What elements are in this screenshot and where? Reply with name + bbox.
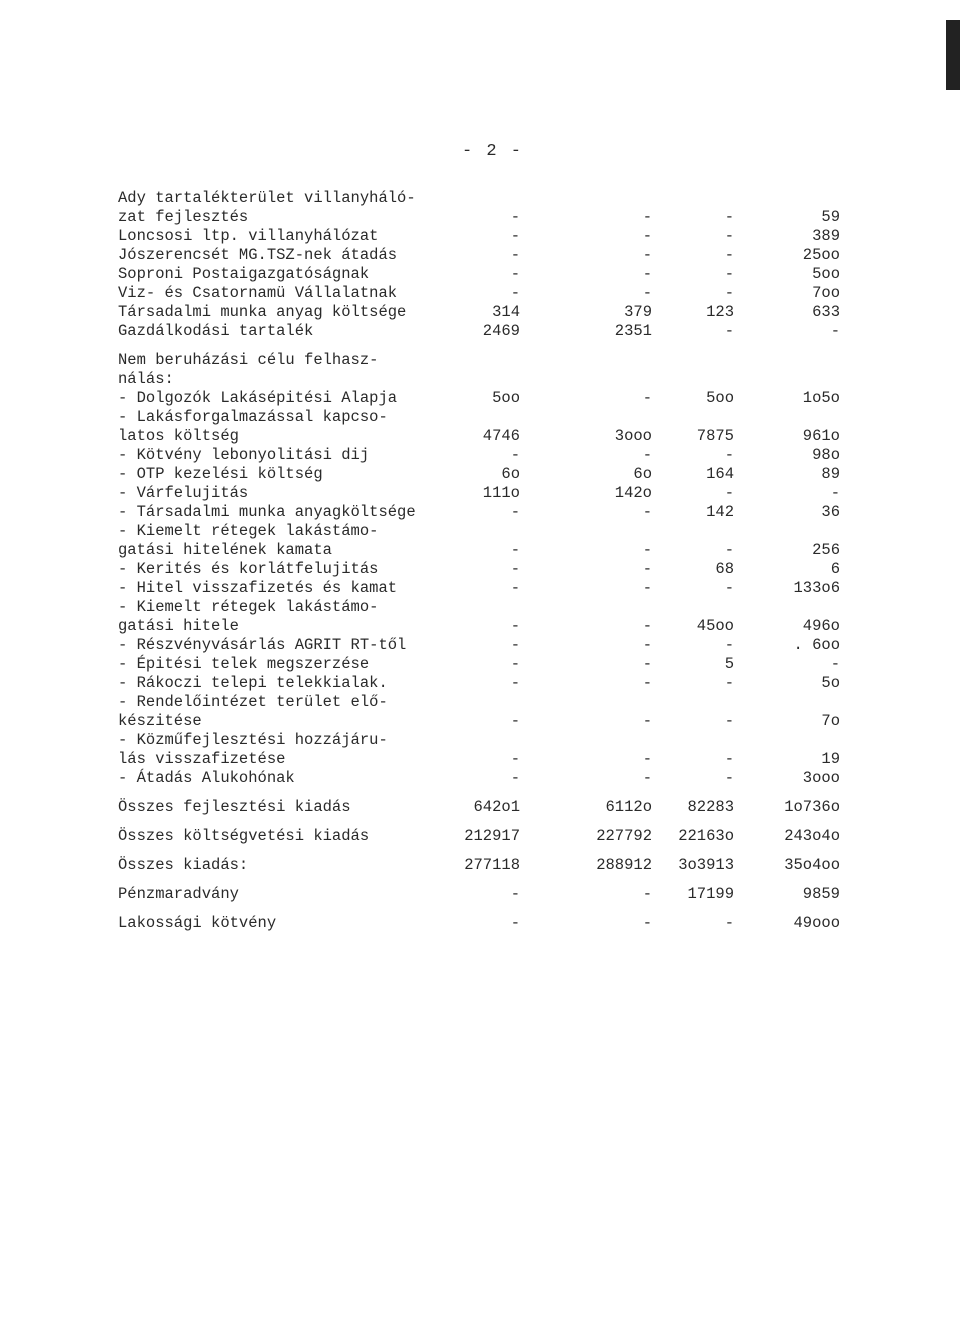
row-label: - Kerités és korlátfelujitás xyxy=(118,560,379,578)
value-col-3: 7875 xyxy=(696,427,734,445)
value-col-4: - xyxy=(830,484,840,502)
value-col-2: 379 xyxy=(624,303,652,321)
table-row xyxy=(0,654,960,674)
table-row xyxy=(0,826,960,846)
value-col-3: - xyxy=(724,322,734,340)
value-col-3: - xyxy=(724,750,734,768)
row-label: nálás: xyxy=(118,370,174,388)
value-col-4: 35o4oo xyxy=(784,856,840,874)
value-col-1: - xyxy=(510,750,520,768)
table-row xyxy=(0,559,960,579)
value-col-2: - xyxy=(642,885,652,903)
row-label: Loncsosi ltp. villanyhálózat xyxy=(118,227,379,245)
value-col-4: 5o xyxy=(821,674,840,692)
value-col-1: - xyxy=(510,227,520,245)
value-col-1: - xyxy=(510,885,520,903)
table-row xyxy=(0,797,960,817)
value-col-3: 5 xyxy=(724,655,734,673)
table-row xyxy=(0,692,960,712)
value-col-3: 45oo xyxy=(696,617,734,635)
value-col-3: - xyxy=(724,246,734,264)
table-row xyxy=(0,483,960,503)
value-col-3: 3o3913 xyxy=(678,856,734,874)
row-label: készitése xyxy=(118,712,202,730)
value-col-1: 6o xyxy=(501,465,520,483)
table-row xyxy=(0,521,960,541)
row-label: Soproni Postaigazgatóságnak xyxy=(118,265,370,283)
value-col-2: - xyxy=(642,712,652,730)
table-row xyxy=(0,283,960,303)
value-col-2: - xyxy=(642,769,652,787)
value-col-2: - xyxy=(642,389,652,407)
value-col-4: 3ooo xyxy=(802,769,840,787)
value-col-4: 19 xyxy=(821,750,840,768)
value-col-1: 111o xyxy=(482,484,520,502)
value-col-2: - xyxy=(642,541,652,559)
value-col-3: - xyxy=(724,674,734,692)
row-label: Lakossági kötvény xyxy=(118,914,277,932)
table-row xyxy=(0,730,960,750)
value-col-2: 142o xyxy=(614,484,652,502)
value-col-4: 5oo xyxy=(812,265,840,283)
value-col-1: 4746 xyxy=(482,427,520,445)
value-col-4: - xyxy=(830,322,840,340)
value-col-1: 5oo xyxy=(492,389,520,407)
row-label: - Épitési telek megszerzése xyxy=(118,655,370,673)
value-col-3: - xyxy=(724,712,734,730)
row-label: Jószerencsét MG.TSZ-nek átadás xyxy=(118,246,398,264)
row-label: - Kötvény lebonyolitási dij xyxy=(118,446,370,464)
row-label: Gazdálkodási tartalék xyxy=(118,322,314,340)
table-row xyxy=(0,597,960,617)
value-col-4: 7oo xyxy=(812,284,840,302)
value-col-3: 68 xyxy=(715,560,734,578)
value-col-2: - xyxy=(642,914,652,932)
row-label: zat fejlesztés xyxy=(118,208,249,226)
table-row xyxy=(0,445,960,465)
value-col-4: - xyxy=(830,655,840,673)
value-col-1: - xyxy=(510,769,520,787)
table-row xyxy=(0,302,960,322)
row-label: gatási hitele xyxy=(118,617,239,635)
value-col-2: 227792 xyxy=(596,827,652,845)
value-col-2: - xyxy=(642,208,652,226)
row-label: Nem beruházási célu felhasz- xyxy=(118,351,379,369)
value-col-1: - xyxy=(510,541,520,559)
row-label: Viz- és Csatornamü Vállalatnak xyxy=(118,284,398,302)
value-col-1: - xyxy=(510,712,520,730)
value-col-1: - xyxy=(510,208,520,226)
value-col-4: 1o736o xyxy=(784,798,840,816)
table-row xyxy=(0,207,960,227)
row-label: - Rendelőintézet terület elő- xyxy=(118,693,388,711)
value-col-3: 17199 xyxy=(687,885,734,903)
value-col-2: 6112o xyxy=(605,798,652,816)
value-col-3: 142 xyxy=(706,503,734,521)
value-col-2: - xyxy=(642,674,652,692)
row-label: Társadalmi munka anyag költsége xyxy=(118,303,407,321)
value-col-4: 133o6 xyxy=(793,579,840,597)
table-row xyxy=(0,578,960,598)
value-col-1: - xyxy=(510,560,520,578)
row-label: - Részvényvásárlás AGRIT RT-től xyxy=(118,636,407,654)
row-label: - Lakásforgalmazással kapcso- xyxy=(118,408,388,426)
value-col-1: - xyxy=(510,617,520,635)
row-label: - Hitel visszafizetés és kamat xyxy=(118,579,398,597)
value-col-3: - xyxy=(724,636,734,654)
table-row xyxy=(0,388,960,408)
table-row xyxy=(0,245,960,265)
table-row xyxy=(0,188,960,208)
value-col-3: - xyxy=(724,265,734,283)
value-col-2: - xyxy=(642,636,652,654)
table-row xyxy=(0,264,960,284)
row-label: latos költség xyxy=(118,427,239,445)
table-row xyxy=(0,884,960,904)
value-col-3: - xyxy=(724,484,734,502)
value-col-3: 5oo xyxy=(706,389,734,407)
row-label: Összes kiadás: xyxy=(118,856,249,874)
value-col-1: - xyxy=(510,636,520,654)
value-col-4: 496o xyxy=(802,617,840,635)
value-col-3: - xyxy=(724,446,734,464)
value-col-3: - xyxy=(724,208,734,226)
row-label: - Társadalmi munka anyagköltsége xyxy=(118,503,416,521)
table-row xyxy=(0,369,960,389)
value-col-2: - xyxy=(642,579,652,597)
value-col-2: - xyxy=(642,265,652,283)
value-col-4: 36 xyxy=(821,503,840,521)
row-label: Összes fejlesztési kiadás xyxy=(118,798,351,816)
value-col-4: 98o xyxy=(812,446,840,464)
value-col-1: - xyxy=(510,446,520,464)
value-col-1: - xyxy=(510,265,520,283)
row-label: Ady tartalékterület villanyháló- xyxy=(118,189,416,207)
table-row xyxy=(0,502,960,522)
value-col-1: 2469 xyxy=(482,322,520,340)
value-col-3: 123 xyxy=(706,303,734,321)
value-col-1: - xyxy=(510,655,520,673)
value-col-2: - xyxy=(642,617,652,635)
value-col-2: - xyxy=(642,446,652,464)
table-row xyxy=(0,350,960,370)
value-col-3: - xyxy=(724,579,734,597)
value-col-4: 961o xyxy=(802,427,840,445)
value-col-3: 22163o xyxy=(678,827,734,845)
value-col-1: - xyxy=(510,246,520,264)
row-label: - Kiemelt rétegek lakástámo- xyxy=(118,598,379,616)
row-label: - Kiemelt rétegek lakástámo- xyxy=(118,522,379,540)
table-row xyxy=(0,711,960,731)
table-row xyxy=(0,540,960,560)
value-col-4: 9859 xyxy=(802,885,840,903)
table-row xyxy=(0,464,960,484)
value-col-1: - xyxy=(510,914,520,932)
value-col-2: - xyxy=(642,655,652,673)
scan-edge-mark xyxy=(946,20,960,90)
value-col-4: 59 xyxy=(821,208,840,226)
value-col-2: 2351 xyxy=(614,322,652,340)
table-row xyxy=(0,407,960,427)
value-col-1: - xyxy=(510,579,520,597)
table-row xyxy=(0,635,960,655)
value-col-4: 25oo xyxy=(802,246,840,264)
row-label: lás visszafizetése xyxy=(118,750,286,768)
table-row xyxy=(0,855,960,875)
value-col-1: 642o1 xyxy=(473,798,520,816)
value-col-2: - xyxy=(642,246,652,264)
table-row xyxy=(0,749,960,769)
value-col-2: - xyxy=(642,227,652,245)
value-col-4: 389 xyxy=(812,227,840,245)
row-label: Pénzmaradvány xyxy=(118,885,239,903)
table-row xyxy=(0,913,960,933)
table-row xyxy=(0,321,960,341)
row-label: - Közműfejlesztési hozzájáru- xyxy=(118,731,388,749)
table-row xyxy=(0,768,960,788)
value-col-4: 633 xyxy=(812,303,840,321)
value-col-1: 212917 xyxy=(464,827,520,845)
value-col-3: 82283 xyxy=(687,798,734,816)
value-col-1: 314 xyxy=(492,303,520,321)
value-col-4: 1o5o xyxy=(802,389,840,407)
row-label: - OTP kezelési költség xyxy=(118,465,323,483)
value-col-2: - xyxy=(642,750,652,768)
value-col-2: 3ooo xyxy=(614,427,652,445)
value-col-3: - xyxy=(724,227,734,245)
value-col-4: 243o4o xyxy=(784,827,840,845)
row-label: - Rákoczi telepi telekkialak. xyxy=(118,674,388,692)
table-row xyxy=(0,226,960,246)
table-row xyxy=(0,616,960,636)
value-col-3: - xyxy=(724,769,734,787)
row-label: - Átadás Alukohónak xyxy=(118,769,295,787)
table-row xyxy=(0,426,960,446)
value-col-2: 288912 xyxy=(596,856,652,874)
value-col-2: 6o xyxy=(633,465,652,483)
value-col-3: - xyxy=(724,284,734,302)
value-col-4: 6 xyxy=(830,560,840,578)
row-label: - Dolgozók Lakásépitési Alapja xyxy=(118,389,398,407)
row-label: Összes költségvetési kiadás xyxy=(118,827,370,845)
value-col-4: 256 xyxy=(812,541,840,559)
value-col-2: - xyxy=(642,503,652,521)
value-col-4: 7o xyxy=(821,712,840,730)
value-col-1: - xyxy=(510,674,520,692)
value-col-3: - xyxy=(724,541,734,559)
value-col-1: - xyxy=(510,503,520,521)
value-col-3: - xyxy=(724,914,734,932)
value-col-2: - xyxy=(642,560,652,578)
value-col-4: 89 xyxy=(821,465,840,483)
table-row xyxy=(0,673,960,693)
value-col-4: 49ooo xyxy=(793,914,840,932)
value-col-2: - xyxy=(642,284,652,302)
page-number: - 2 - xyxy=(462,142,524,161)
value-col-4: . 6oo xyxy=(793,636,840,654)
value-col-1: 277118 xyxy=(464,856,520,874)
row-label: - Várfelujitás xyxy=(118,484,249,502)
row-label: gatási hitelének kamata xyxy=(118,541,332,559)
value-col-3: 164 xyxy=(706,465,734,483)
value-col-1: - xyxy=(510,284,520,302)
